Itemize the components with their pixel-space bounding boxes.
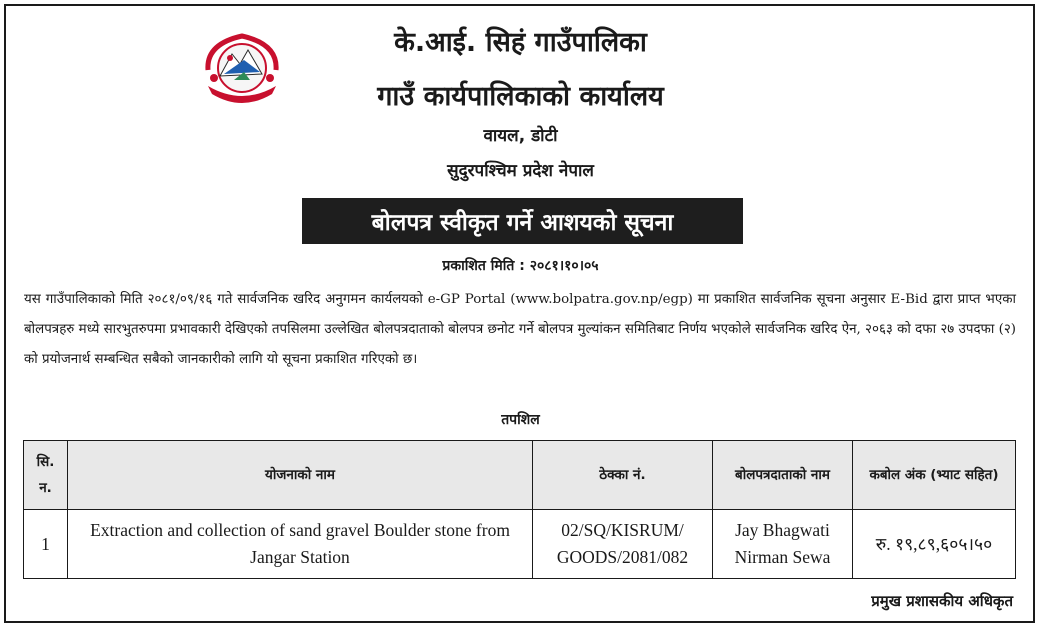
province-line: सुदुरपश्चिम प्रदेश नेपाल [447, 161, 594, 181]
header-sn: सि. न. [24, 441, 68, 510]
schedule-heading: तपशिल [501, 412, 540, 428]
location-line: वायल, डोटी [483, 126, 558, 146]
bid-table [23, 440, 1016, 579]
notice-title: बोलपत्र स्वीकृत गर्ने आशयको सूचना [371, 210, 674, 236]
row-bidder-name: Jay Bhagwati Nirman Sewa [713, 510, 853, 579]
signature-designation: प्रमुख प्रशासकीय अधिकृत [871, 592, 1013, 610]
notice-body-text: यस गाउँपालिकाको मिति २०८१/०९/१६ गते सार्वजनिक खरिद अनुगमन कार्यलयको e-GP Portal (www.bolpatra.gov.np/egp) मा प्रकाशित सार्वजनिक सूचना अनुसार E-Bid द्वारा प्राप्त भएका बोलपत्रहरु मध्ये सारभुतरुपमा प्रभावकारी देखिएको तपसिलमा उल्लेखित बोलपत्रदाताको बोलपत्र छनोट गर्ने बोलपत्र मुल्यांकन समितिबाट निर्णय भएकोले सार्वजनिक खरिद ऐन, २०६३ को दफा २७ उपदफा (२) को प्रयोजनार्थ सम्बन्धित सबैको जानकारीको लागि यो सूचना प्रकाशित गरिएको छ। [24, 292, 1017, 367]
header-contract-no: ठेक्का नं. [533, 441, 713, 510]
row-sn: 1 [24, 510, 68, 579]
header-project-name: योजनाको नाम [68, 441, 533, 510]
table-row [24, 510, 1016, 579]
header-bidder-name: बोलपत्रदाताको नाम [713, 441, 853, 510]
table-header-row [24, 441, 1016, 510]
published-date: प्रकाशित मिति : २०८१।१०।०५ [442, 258, 599, 274]
office-title: गाउँ कार्यपालिकाको कार्यालय [377, 81, 664, 112]
row-bid-amount: रु. १९,८९,६०५।५० [853, 510, 1016, 579]
municipality-title: के.आई. सिहं गाउँपालिका [394, 27, 647, 58]
notice-title-banner [302, 198, 743, 244]
row-project-name: Extraction and collection of sand gravel Boulder stone from Jangar Station [68, 510, 533, 579]
row-contract-no: 02/SQ/KISRUM/ GOODS/2081/082 [533, 510, 713, 579]
header-bid-amount: कबोल अंक (भ्याट सहित) [853, 441, 1016, 510]
